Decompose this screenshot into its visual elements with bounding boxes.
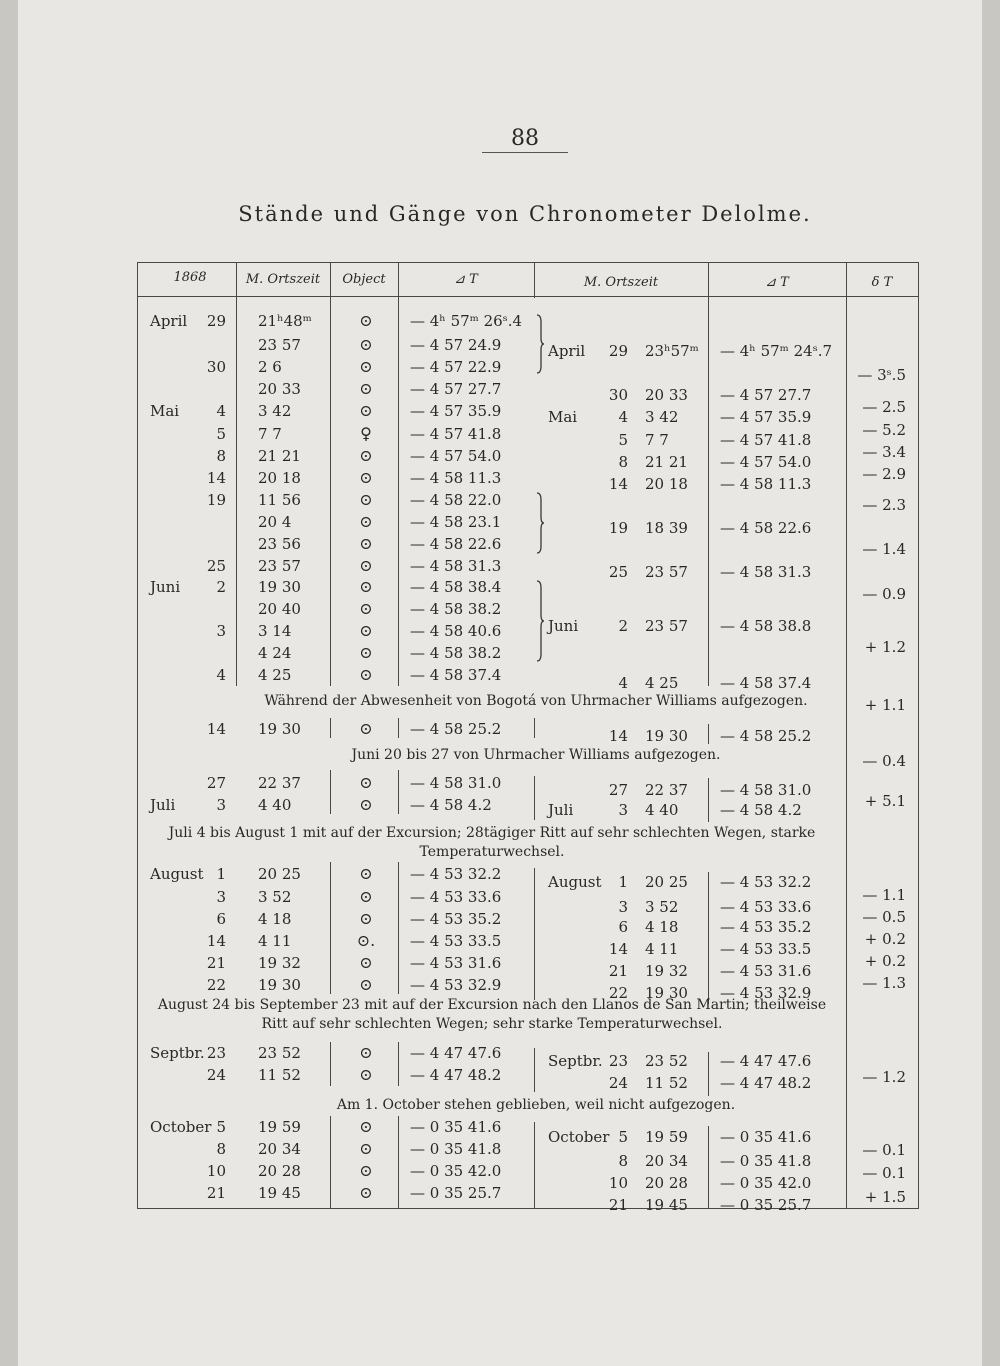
row-time: 3 52 [645, 898, 679, 916]
sep-juli-c [534, 776, 535, 820]
row-time: 20 25 [258, 865, 301, 883]
row-delta-t: — 4 58 31.0 [410, 774, 502, 792]
row-time: 20 18 [258, 469, 301, 487]
row-delta-t: — 4 57 22.9 [410, 358, 502, 376]
row-time: 23 57 [258, 557, 301, 575]
row-delta-t: — 4 57 41.8 [720, 431, 812, 449]
row-delta-t: — 0 35 41.6 [720, 1128, 812, 1146]
row-time: 22 37 [645, 781, 688, 799]
row-delta-t: — 4 57 35.9 [720, 408, 812, 426]
row-time: 20 34 [258, 1140, 301, 1158]
row-month: Juli [548, 801, 574, 819]
row-day: 5 [216, 425, 226, 443]
row-month: Septbr. [150, 1044, 205, 1062]
row-delta-t: — 4 58 31.3 [720, 563, 812, 581]
row-day: 14 [206, 932, 226, 950]
sun-symbol-icon: ⊙ [359, 311, 373, 330]
sep-juni14-d [708, 724, 709, 744]
row-delta-delta-t: — 0.9 [862, 585, 906, 603]
row-day: 3 [618, 898, 628, 916]
row-day: 5 [618, 431, 628, 449]
header-delta-t-left: ⊿ T [454, 272, 478, 287]
row-delta-t: — 4 58 40.6 [410, 622, 502, 640]
row-day: 27 [206, 774, 226, 792]
sep-juni14-a [330, 718, 331, 738]
row-time: 21ʰ48ᵐ [258, 312, 312, 330]
row-time: 3 14 [258, 622, 292, 640]
row-day: 2 [618, 617, 628, 635]
page-title: Stände und Gänge von Chronometer Delolme. [238, 202, 812, 226]
row-month: Mai [548, 408, 578, 426]
sun-symbol-icon: ⊙ [359, 490, 373, 509]
row-delta-t: — 4 53 33.5 [410, 932, 502, 950]
row-time: 21 21 [645, 453, 688, 471]
row-day: 29 [206, 312, 226, 330]
row-delta-t: — 4 58 25.2 [410, 720, 502, 738]
col-divider-time [330, 262, 331, 686]
sun-symbol-icon: ⊙ [359, 643, 373, 662]
row-time: 23 52 [645, 1052, 688, 1070]
row-delta-t: — 4 58 11.3 [410, 469, 502, 487]
row-time: 20 33 [645, 386, 688, 404]
row-time: 2 6 [258, 358, 282, 376]
row-day: 30 [608, 386, 628, 404]
sun-symbol-icon: ⊙ [359, 577, 373, 596]
row-delta-t: — 4ʰ 57ᵐ 26ˢ.4 [410, 312, 523, 330]
sep-juli-a [330, 770, 331, 814]
sun-symbol-icon: ⊙ [359, 534, 373, 553]
row-delta-t: — 4 47 48.2 [410, 1066, 502, 1084]
row-day: 24 [608, 1074, 628, 1092]
sep-aug-b [398, 862, 399, 994]
sun-symbol-icon: ⊙ [359, 864, 373, 883]
row-day: 21 [608, 962, 628, 980]
row-time: 19 30 [258, 720, 301, 738]
row-month: August [150, 865, 204, 883]
row-time: 20 18 [645, 475, 688, 493]
row-time: 4 24 [258, 644, 292, 662]
row-time: 11 52 [645, 1074, 688, 1092]
row-day: 21 [608, 1196, 628, 1214]
row-day: 14 [206, 720, 226, 738]
table-top-border [137, 262, 919, 263]
row-month: April [150, 312, 188, 330]
sun-symbol-icon: ⊙ [359, 1183, 373, 1202]
header-year: 1868 [173, 270, 207, 285]
sun-symbol-icon: ⊙ [359, 1117, 373, 1136]
sep-juli-d [708, 778, 709, 822]
row-delta-t: — 4 47 47.6 [410, 1044, 502, 1062]
row-month: August [548, 873, 602, 891]
sep-aug-c [534, 868, 535, 1000]
row-time: 7 7 [258, 425, 282, 443]
row-day: 1 [216, 865, 226, 883]
header-ortszeit-right: M. Ortszeit [583, 275, 659, 290]
row-time: 19 59 [645, 1128, 688, 1146]
row-delta-t: — 0 35 41.6 [410, 1118, 502, 1136]
row-delta-t: — 4 53 33.5 [720, 940, 812, 958]
row-time: 20 4 [258, 513, 292, 531]
table-right-border [918, 262, 919, 1209]
row-time: 23 57 [258, 336, 301, 354]
sun-symbol-icon: ⊙ [359, 887, 373, 906]
sep-oct-a [330, 1116, 331, 1208]
note-excursion-juli-2: Temperaturwechsel. [419, 844, 565, 860]
row-delta-delta-t: — 0.1 [862, 1141, 906, 1159]
row-delta-delta-t: + 1.5 [864, 1188, 906, 1206]
row-delta-t: — 4 47 47.6 [720, 1052, 812, 1070]
row-time: 4 40 [258, 796, 292, 814]
note-excursion-aug-2: Ritt auf sehr schlechten Wegen; sehr starke Temperaturwechsel. [261, 1016, 723, 1032]
row-day: 22 [608, 984, 628, 1002]
row-day: 14 [608, 475, 628, 493]
sun-symbol-icon: ⊙ [359, 446, 373, 465]
row-month: April [548, 342, 586, 360]
sun-symbol-icon: ⊙ [359, 1065, 373, 1084]
sun-symbol-icon: ⊙ [359, 512, 373, 531]
sep-juni14-c [534, 718, 535, 738]
row-delta-t: — 4 58 4.2 [410, 796, 492, 814]
page-number-rule [482, 152, 568, 153]
row-delta-delta-t: — 5.2 [862, 421, 906, 439]
row-delta-delta-t: + 5.1 [864, 792, 906, 810]
note-excursion-aug-1: August 24 bis September 23 mit auf der Excursion nach den Llanos de San Martin; theilweise [157, 997, 827, 1013]
row-delta-t: — 4 53 32.9 [410, 976, 502, 994]
row-time: 4 25 [258, 666, 292, 684]
row-delta-t: — 4 57 24.9 [410, 336, 502, 354]
row-time: 4 11 [258, 932, 292, 950]
brace-juni [535, 580, 545, 662]
row-month: Juni [548, 617, 579, 635]
row-delta-t: — 4 58 11.3 [720, 475, 812, 493]
row-day: 27 [608, 781, 628, 799]
row-time: 20 40 [258, 600, 301, 618]
row-delta-delta-t: — 2.5 [862, 398, 906, 416]
row-delta-t: — 4 58 22.6 [410, 535, 502, 553]
row-day: 6 [618, 918, 628, 936]
sun-symbol-icon: ⊙ [359, 335, 373, 354]
sun-symbol-icon: ⊙ [359, 401, 373, 420]
sun-symbol-icon: ⊙ [359, 556, 373, 575]
row-delta-t: — 4 53 35.2 [410, 910, 502, 928]
header-ortszeit-left: M. Ortszeit [245, 272, 321, 287]
row-delta-t: — 4 53 32.2 [410, 865, 502, 883]
row-time: 3 42 [645, 408, 679, 426]
row-day: 8 [618, 1152, 628, 1170]
row-delta-delta-t: + 0.2 [864, 952, 906, 970]
sun-symbol-icon: ⊙ [359, 1043, 373, 1062]
row-delta-delta-t: + 0.2 [864, 930, 906, 948]
note-williams: Juni 20 bis 27 von Uhrmacher Williams aufgezogen. [351, 747, 721, 763]
col-divider-delta [846, 262, 847, 1208]
note-october: Am 1. October stehen geblieben, weil nicht aufgezogen. [336, 1097, 736, 1113]
row-time: 3 42 [258, 402, 292, 420]
sun-symbol-icon: ⊙ [359, 795, 373, 814]
row-delta-t: — 4 58 22.6 [720, 519, 812, 537]
row-delta-t: — 4 58 25.2 [720, 727, 812, 745]
row-delta-t: — 4 58 31.0 [720, 781, 812, 799]
row-month: Mai [150, 402, 180, 420]
row-month: Juni [150, 578, 181, 596]
row-day: 2 [216, 578, 226, 596]
row-time: 20 28 [645, 1174, 688, 1192]
page-number: 88 [511, 126, 539, 151]
row-delta-delta-t: — 0.4 [862, 752, 906, 770]
row-day: 14 [608, 940, 628, 958]
header-object: Object [342, 272, 386, 287]
row-time: 19 30 [645, 727, 688, 745]
row-time: 19 59 [258, 1118, 301, 1136]
row-time: 3 52 [258, 888, 292, 906]
row-delta-t: — 4 57 54.0 [410, 447, 502, 465]
row-delta-t: — 4 57 27.7 [720, 386, 812, 404]
row-day: 25 [206, 557, 226, 575]
row-day: 21 [206, 1184, 226, 1202]
row-time: 4 11 [645, 940, 679, 958]
row-delta-delta-t: — 0.5 [862, 908, 906, 926]
row-delta-t: — 4 53 33.6 [410, 888, 502, 906]
row-month: Juli [150, 796, 176, 814]
row-delta-t: — 4 53 31.6 [720, 962, 812, 980]
sun-symbol-icon: ⊙ [359, 909, 373, 928]
row-day: 5 [618, 1128, 628, 1146]
row-delta-t: — 4 57 54.0 [720, 453, 812, 471]
row-day: 22 [206, 976, 226, 994]
sep-sep-a [330, 1042, 331, 1086]
sun-symbol-icon: ⊙ [359, 1161, 373, 1180]
row-day: 8 [216, 1140, 226, 1158]
row-day: 5 [216, 1118, 226, 1136]
row-time: 7 7 [645, 431, 669, 449]
sep-sep-c [534, 1048, 535, 1092]
row-delta-t: — 4 58 31.3 [410, 557, 502, 575]
row-delta-t: — 4 47 48.2 [720, 1074, 812, 1092]
row-delta-delta-t: — 0.1 [862, 1164, 906, 1182]
sun-symbol-icon: ⊙ [359, 621, 373, 640]
header-delta-t-right: ⊿ T [765, 275, 789, 290]
row-day: 14 [608, 727, 628, 745]
row-delta-t: — 0 35 42.0 [720, 1174, 812, 1192]
row-delta-t: — 4 58 38.2 [410, 600, 502, 618]
row-delta-t: — 4 58 38.8 [720, 617, 812, 635]
row-time: 19 32 [258, 954, 301, 972]
header-bottom-border [137, 296, 919, 297]
row-delta-t: — 4 58 38.4 [410, 578, 502, 596]
row-time: 19 32 [645, 962, 688, 980]
sun-symbol-icon: ⊙. [356, 931, 376, 950]
row-day: 3 [216, 622, 226, 640]
row-time: 23 56 [258, 535, 301, 553]
sep-sep-b [398, 1042, 399, 1086]
row-delta-delta-t: + 1.2 [864, 638, 906, 656]
row-day: 1 [618, 873, 628, 891]
sep-oct-c [534, 1122, 535, 1208]
row-day: 25 [608, 563, 628, 581]
row-delta-t: — 4 58 22.0 [410, 491, 502, 509]
col-divider-right-dt [708, 262, 709, 686]
row-time: 22 37 [258, 774, 301, 792]
sep-aug-d [708, 872, 709, 1004]
col-divider-date [236, 262, 237, 686]
row-delta-t: — 0 35 41.8 [410, 1140, 502, 1158]
row-delta-delta-t: — 1.2 [862, 1068, 906, 1086]
sun-symbol-icon: ⊙ [359, 719, 373, 738]
row-delta-t: — 4 53 32.9 [720, 984, 812, 1002]
row-day: 3 [216, 888, 226, 906]
row-time: 20 25 [645, 873, 688, 891]
row-day: 14 [206, 469, 226, 487]
brace-mai [535, 492, 545, 554]
row-time: 11 52 [258, 1066, 301, 1084]
sep-juni14-b [398, 718, 399, 738]
row-delta-t: — 4 57 41.8 [410, 425, 502, 443]
row-delta-t: — 0 35 25.7 [410, 1184, 502, 1202]
note-bogota: Während der Abwesenheit von Bogotá von Uhrmacher Williams aufgezogen. [264, 693, 808, 709]
row-time: 20 33 [258, 380, 301, 398]
row-day: 4 [618, 674, 628, 692]
row-day: 30 [206, 358, 226, 376]
row-delta-t: — 4 58 38.2 [410, 644, 502, 662]
row-time: 11 56 [258, 491, 301, 509]
row-delta-t: — 4 58 23.1 [410, 513, 502, 531]
table-left-border [137, 262, 138, 1209]
row-day: 10 [206, 1162, 226, 1180]
row-delta-t: — 4 58 4.2 [720, 801, 802, 819]
row-delta-t: — 4 57 35.9 [410, 402, 502, 420]
note-excursion-juli-1: Juli 4 bis August 1 mit auf der Excursion; 28tägiger Ritt auf sehr schlechten Wegen, starke [168, 825, 816, 841]
row-month: October [548, 1128, 610, 1146]
row-delta-delta-t: — 2.3 [862, 496, 906, 514]
sep-oct-b [398, 1116, 399, 1208]
sep-sep-d [708, 1052, 709, 1096]
row-time: 23 57 [645, 563, 688, 581]
row-time: 20 28 [258, 1162, 301, 1180]
row-day: 10 [608, 1174, 628, 1192]
row-delta-delta-t: — 1.1 [862, 886, 906, 904]
row-time: 19 30 [258, 976, 301, 994]
row-time: 4 40 [645, 801, 679, 819]
sep-aug-a [330, 862, 331, 994]
row-day: 4 [618, 408, 628, 426]
sun-symbol-icon: ⊙ [359, 468, 373, 487]
row-delta-t: — 4 53 35.2 [720, 918, 812, 936]
sun-symbol-icon: ♀ [360, 424, 372, 443]
sep-juli-b [398, 770, 399, 814]
row-day: 23 [206, 1044, 226, 1062]
row-delta-t: — 4 58 37.4 [720, 674, 812, 692]
row-time: 19 45 [258, 1184, 301, 1202]
row-day: 8 [216, 447, 226, 465]
row-delta-delta-t: — 3.4 [862, 443, 906, 461]
row-time: 19 30 [645, 984, 688, 1002]
row-delta-t: — 0 35 42.0 [410, 1162, 502, 1180]
row-day: 3 [618, 801, 628, 819]
col-divider-object [398, 262, 399, 686]
row-day: 4 [216, 666, 226, 684]
row-time: 4 18 [645, 918, 679, 936]
sun-symbol-icon: ⊙ [359, 1139, 373, 1158]
sun-symbol-icon: ⊙ [359, 953, 373, 972]
row-time: 19 45 [645, 1196, 688, 1214]
row-delta-t: — 4ʰ 57ᵐ 24ˢ.7 [720, 342, 833, 360]
row-delta-delta-t: — 1.3 [862, 974, 906, 992]
sep-oct-d [708, 1126, 709, 1208]
row-time: 20 34 [645, 1152, 688, 1170]
sun-symbol-icon: ⊙ [359, 599, 373, 618]
row-day: 3 [216, 796, 226, 814]
row-delta-t: — 4 53 33.6 [720, 898, 812, 916]
sun-symbol-icon: ⊙ [359, 379, 373, 398]
sun-symbol-icon: ⊙ [359, 665, 373, 684]
sun-symbol-icon: ⊙ [359, 357, 373, 376]
row-day: 24 [206, 1066, 226, 1084]
row-delta-t: — 0 35 25.7 [720, 1196, 812, 1214]
row-time: 4 25 [645, 674, 679, 692]
row-day: 23 [608, 1052, 628, 1070]
row-time: 19 30 [258, 578, 301, 596]
row-delta-delta-t: — 2.9 [862, 465, 906, 483]
row-delta-t: — 4 53 31.6 [410, 954, 502, 972]
sun-symbol-icon: ⊙ [359, 975, 373, 994]
row-day: 21 [206, 954, 226, 972]
row-delta-t: — 4 57 27.7 [410, 380, 502, 398]
row-delta-t: — 4 58 37.4 [410, 666, 502, 684]
row-day: 19 [608, 519, 628, 537]
row-delta-delta-t: + 1.1 [864, 696, 906, 714]
row-day: 29 [608, 342, 628, 360]
row-time: 18 39 [645, 519, 688, 537]
row-time: 21 21 [258, 447, 301, 465]
row-day: 8 [618, 453, 628, 471]
row-time: 23ʰ57ᵐ [645, 342, 699, 360]
row-day: 19 [206, 491, 226, 509]
row-day: 4 [216, 402, 226, 420]
row-delta-delta-t: — 3ˢ.5 [857, 366, 906, 384]
row-time: 23 52 [258, 1044, 301, 1062]
row-month: Septbr. [548, 1052, 603, 1070]
row-time: 23 57 [645, 617, 688, 635]
header-delta-delta-t: δ T [871, 275, 893, 290]
row-month: October [150, 1118, 212, 1136]
row-delta-delta-t: — 1.4 [862, 540, 906, 558]
sun-symbol-icon: ⊙ [359, 773, 373, 792]
row-time: 4 18 [258, 910, 292, 928]
col-divider-middle [534, 262, 535, 298]
brace-april [535, 314, 545, 374]
row-delta-t: — 4 53 32.2 [720, 873, 812, 891]
row-delta-t: — 0 35 41.8 [720, 1152, 812, 1170]
row-day: 6 [216, 910, 226, 928]
